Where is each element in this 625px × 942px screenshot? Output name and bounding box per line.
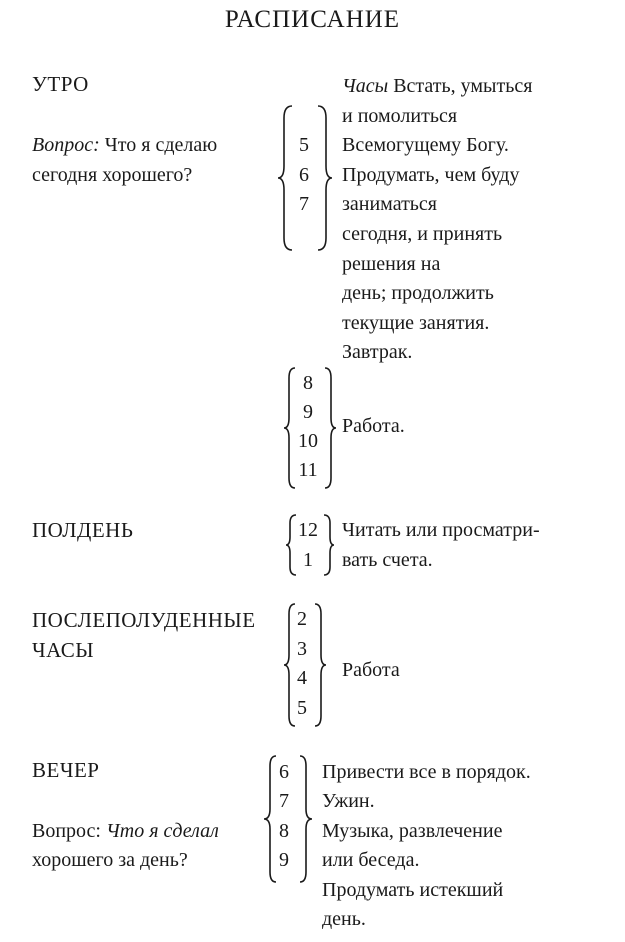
morning-line-1: и помолиться bbox=[342, 105, 458, 127]
hour-12: 12 bbox=[298, 519, 318, 541]
morning-line-7: день; продолжить bbox=[342, 282, 494, 304]
evening-line-1: Ужин. bbox=[322, 790, 375, 812]
evening-line-3: или беседа. bbox=[322, 849, 420, 871]
hour-7: 7 bbox=[299, 193, 309, 215]
afternoon-work: Работа bbox=[342, 659, 400, 681]
hour-9: 9 bbox=[303, 401, 313, 423]
noon-line-1: вать счета. bbox=[342, 549, 433, 571]
section-heading-morning: УТРО bbox=[32, 72, 89, 96]
hour-7-pm: 7 bbox=[279, 790, 289, 812]
question-label: Вопрос: bbox=[32, 134, 100, 156]
hour-3: 3 bbox=[297, 638, 307, 660]
hour-5: 5 bbox=[299, 134, 309, 156]
line-text: Встать, умыться bbox=[388, 75, 533, 97]
morning-line-2: Всемогущему Богу. bbox=[342, 134, 509, 156]
morning-line-0 bbox=[342, 72, 532, 102]
evening-line-5: день. bbox=[322, 908, 366, 930]
evening-line-0: Привести все в порядок. bbox=[322, 761, 531, 783]
section-heading-evening: ВЕЧЕР bbox=[32, 758, 100, 782]
morning-line-3: Продумать, чем буду bbox=[342, 164, 520, 186]
page-title: РАСПИСАНИЕ bbox=[224, 6, 401, 33]
section-heading-noon: ПОЛДЕНЬ bbox=[32, 518, 134, 542]
morning-line-8: текущие занятия. bbox=[342, 312, 490, 334]
section-heading-afternoon-line2: ЧАСЫ bbox=[32, 638, 95, 662]
hour-8-pm: 8 bbox=[279, 820, 289, 842]
morning-line-5: сегодня, и принять bbox=[342, 223, 503, 245]
evening-question-line1 bbox=[32, 817, 219, 847]
hour-10: 10 bbox=[298, 430, 318, 452]
morning-line-9: Завтрак. bbox=[342, 341, 413, 363]
hour-6: 6 bbox=[299, 164, 309, 186]
hour-1: 1 bbox=[303, 549, 313, 571]
evening-line-4: Продумать истекший bbox=[322, 879, 504, 901]
right-brace-icon bbox=[314, 104, 334, 252]
hour-6-pm: 6 bbox=[279, 761, 289, 783]
evening-question-line2: хорошего за день? bbox=[32, 849, 188, 871]
morning-work: Работа. bbox=[342, 415, 405, 437]
hour-5-pm: 5 bbox=[297, 697, 307, 719]
section-heading-afternoon: ПОСЛЕПОЛУДЕННЫЕ bbox=[32, 608, 256, 632]
hour-11: 11 bbox=[298, 459, 318, 481]
morning-question-line1 bbox=[32, 131, 217, 161]
morning-line-4: заниматься bbox=[342, 193, 437, 215]
morning-line-6: решения на bbox=[342, 253, 441, 275]
right-brace-icon bbox=[312, 602, 328, 728]
morning-question-line2: сегодня хорошего? bbox=[32, 164, 193, 186]
question-text: Что я сделаю bbox=[99, 134, 218, 156]
right-brace-icon bbox=[322, 366, 338, 490]
evening-line-2: Музыка, развлечение bbox=[322, 820, 503, 842]
hour-4: 4 bbox=[297, 667, 307, 689]
hour-8: 8 bbox=[303, 372, 313, 394]
hours-label: Часы bbox=[342, 75, 389, 97]
hour-9-pm: 9 bbox=[279, 849, 289, 871]
question-text: Что я сделал bbox=[105, 820, 219, 842]
hour-2: 2 bbox=[297, 608, 307, 630]
right-brace-icon bbox=[296, 754, 314, 884]
noon-line-0: Читать или просматри- bbox=[342, 519, 540, 541]
right-brace-icon bbox=[322, 513, 336, 577]
question-label: Вопрос: bbox=[32, 820, 106, 842]
